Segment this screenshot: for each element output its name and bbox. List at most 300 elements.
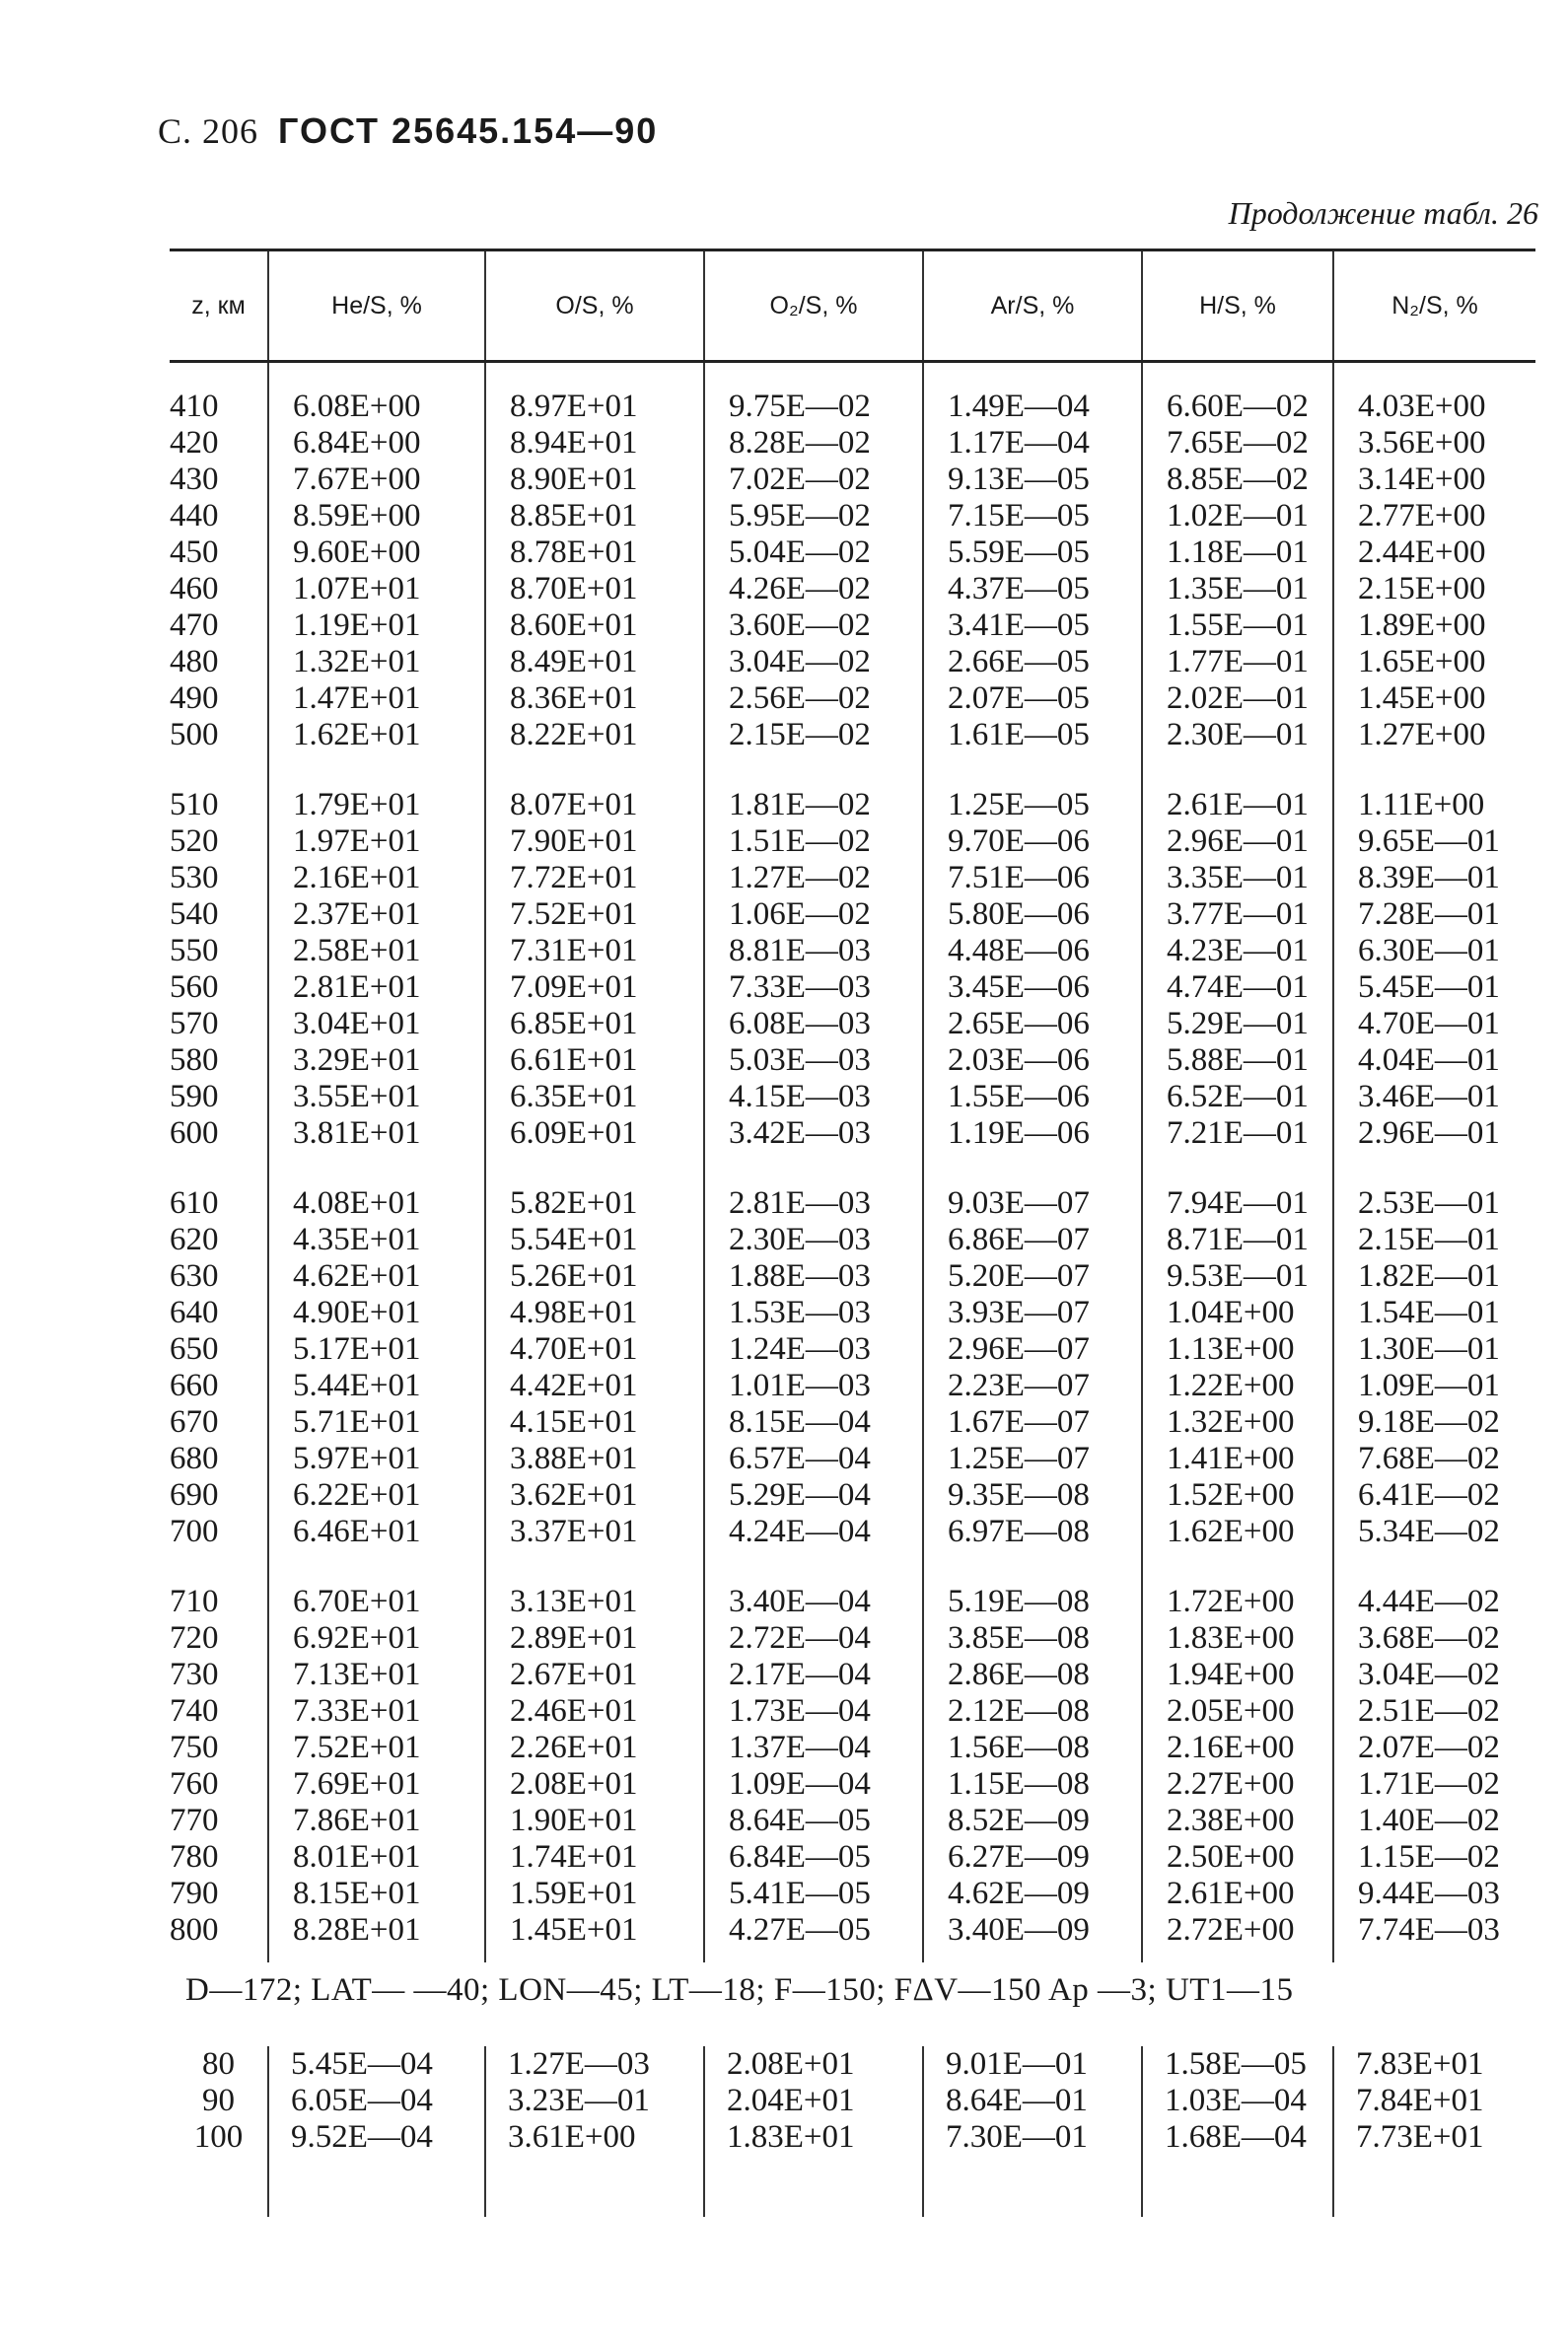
altitude-cell: 730 bbox=[170, 1657, 219, 1692]
value-cell: 7.86E+01 bbox=[268, 1803, 485, 1839]
continued-data-table bbox=[170, 2046, 1535, 2217]
value-cell: 2.72E—04 bbox=[704, 1620, 923, 1657]
table-row bbox=[170, 462, 1535, 498]
value-cell: 4.48E—06 bbox=[923, 933, 1142, 969]
table-body bbox=[170, 362, 1535, 1963]
page-number: С. 206 bbox=[158, 111, 259, 151]
value-cell: 9.35E—08 bbox=[923, 1477, 1142, 1514]
value-cell: 2.96E—01 bbox=[1333, 1115, 1535, 1152]
value-cell: 7.83E+01 bbox=[1333, 2046, 1535, 2083]
value-cell: 5.04E—02 bbox=[704, 534, 923, 571]
value-cell: 3.60E—02 bbox=[704, 607, 923, 644]
value-cell: 9.65E—01 bbox=[1333, 823, 1535, 860]
spacer-cell bbox=[485, 1550, 704, 1584]
value-cell: 4.24E—04 bbox=[704, 1514, 923, 1550]
altitude-cell: 90 bbox=[202, 2083, 235, 2118]
value-cell: 5.88E—01 bbox=[1142, 1042, 1333, 1079]
value-cell: 8.49E+01 bbox=[485, 644, 704, 680]
value-cell: 6.97E—08 bbox=[923, 1514, 1142, 1550]
value-cell: 5.19E—08 bbox=[923, 1584, 1142, 1620]
value-cell: 1.51E—02 bbox=[704, 823, 923, 860]
value-cell: 6.35E+01 bbox=[485, 1079, 704, 1115]
spacer-cell bbox=[1142, 1550, 1333, 1584]
column-header: N₂/S, % bbox=[1333, 250, 1535, 362]
value-cell: 8.90E+01 bbox=[485, 462, 704, 498]
standard-id: ГОСТ 25645.154—90 bbox=[278, 110, 659, 151]
value-cell: 3.14E+00 bbox=[1333, 462, 1535, 498]
value-cell: 7.02E—02 bbox=[704, 462, 923, 498]
value-cell: 2.77E+00 bbox=[1333, 498, 1535, 534]
altitude-cell: 430 bbox=[170, 462, 219, 497]
value-cell: 6.57E—04 bbox=[704, 1441, 923, 1477]
value-cell: 9.18E—02 bbox=[1333, 1404, 1535, 1441]
value-cell: 5.71E+01 bbox=[268, 1404, 485, 1441]
altitude-cell: 640 bbox=[170, 1295, 219, 1330]
value-cell: 4.26E—02 bbox=[704, 571, 923, 607]
spacer-cell bbox=[170, 1152, 268, 1185]
spacer-cell bbox=[485, 753, 704, 787]
altitude-cell: 690 bbox=[170, 1477, 219, 1513]
table-row bbox=[170, 389, 1535, 425]
value-cell: 3.88E+01 bbox=[485, 1441, 704, 1477]
value-cell: 8.64E—01 bbox=[923, 2083, 1142, 2119]
value-cell: 5.29E—04 bbox=[704, 1477, 923, 1514]
table-row bbox=[170, 1441, 1535, 1477]
table-row bbox=[170, 969, 1535, 1006]
altitude-cell: 660 bbox=[170, 1368, 219, 1403]
spacer-cell bbox=[485, 1949, 704, 1962]
table-row bbox=[170, 1620, 1535, 1657]
value-cell: 1.15E—02 bbox=[1333, 1839, 1535, 1876]
value-cell: 3.68E—02 bbox=[1333, 1620, 1535, 1657]
column-header: O/S, % bbox=[485, 250, 704, 362]
table-row bbox=[170, 1839, 1535, 1876]
value-cell: 4.62E—09 bbox=[923, 1876, 1142, 1912]
altitude-cell: 540 bbox=[170, 896, 219, 932]
value-cell: 6.46E+01 bbox=[268, 1514, 485, 1550]
altitude-cell: 410 bbox=[170, 389, 219, 424]
value-cell: 6.05E—04 bbox=[268, 2083, 485, 2119]
value-cell: 7.09E+01 bbox=[485, 969, 704, 1006]
spacer-cell bbox=[704, 1550, 923, 1584]
altitude-cell: 580 bbox=[170, 1042, 219, 1078]
value-cell: 7.51E—06 bbox=[923, 860, 1142, 896]
spacer-cell bbox=[923, 362, 1142, 390]
table-row bbox=[170, 1876, 1535, 1912]
value-cell: 1.97E+01 bbox=[268, 823, 485, 860]
table-row bbox=[170, 717, 1535, 753]
value-cell: 2.04E+01 bbox=[704, 2083, 923, 2119]
value-cell: 9.53E—01 bbox=[1142, 1258, 1333, 1295]
value-cell: 1.59E+01 bbox=[485, 1876, 704, 1912]
spacer-cell bbox=[923, 753, 1142, 787]
table-row bbox=[170, 1693, 1535, 1730]
value-cell: 3.85E—08 bbox=[923, 1620, 1142, 1657]
value-cell: 9.44E—03 bbox=[1333, 1876, 1535, 1912]
value-cell: 1.32E+00 bbox=[1142, 1404, 1333, 1441]
page-header bbox=[158, 110, 658, 152]
value-cell: 2.17E—04 bbox=[704, 1657, 923, 1693]
value-cell: 4.15E—03 bbox=[704, 1079, 923, 1115]
value-cell: 2.16E+00 bbox=[1142, 1730, 1333, 1766]
value-cell: 8.52E—09 bbox=[923, 1803, 1142, 1839]
altitude-cell: 590 bbox=[170, 1079, 219, 1114]
table-row bbox=[170, 1477, 1535, 1514]
value-cell: 5.29E—01 bbox=[1142, 1006, 1333, 1042]
column-header: Ar/S, % bbox=[923, 250, 1142, 362]
value-cell: 2.50E+00 bbox=[1142, 1839, 1333, 1876]
value-cell: 1.72E+00 bbox=[1142, 1584, 1333, 1620]
value-cell: 7.72E+01 bbox=[485, 860, 704, 896]
value-cell: 5.26E+01 bbox=[485, 1258, 704, 1295]
value-cell: 2.23E—07 bbox=[923, 1368, 1142, 1404]
spacer-cell bbox=[1333, 2156, 1535, 2217]
value-cell: 6.30E—01 bbox=[1333, 933, 1535, 969]
value-cell: 7.28E—01 bbox=[1333, 896, 1535, 933]
altitude-cell: 670 bbox=[170, 1404, 219, 1440]
value-cell: 1.73E—04 bbox=[704, 1693, 923, 1730]
value-cell: 4.27E—05 bbox=[704, 1912, 923, 1949]
value-cell: 8.85E+01 bbox=[485, 498, 704, 534]
spacer-cell bbox=[1142, 362, 1333, 390]
value-cell: 1.52E+00 bbox=[1142, 1477, 1333, 1514]
value-cell: 1.68E—04 bbox=[1142, 2119, 1333, 2156]
spacer-cell bbox=[704, 1152, 923, 1185]
value-cell: 5.82E+01 bbox=[485, 1185, 704, 1222]
value-cell: 2.81E+01 bbox=[268, 969, 485, 1006]
value-cell: 9.52E—04 bbox=[268, 2119, 485, 2156]
spacer-cell bbox=[268, 1550, 485, 1584]
altitude-cell: 770 bbox=[170, 1803, 219, 1838]
spacer-cell bbox=[1333, 1152, 1535, 1185]
value-cell: 3.37E+01 bbox=[485, 1514, 704, 1550]
value-cell: 3.61E+00 bbox=[485, 2119, 704, 2156]
value-cell: 8.36E+01 bbox=[485, 680, 704, 717]
table-row bbox=[170, 1295, 1535, 1331]
value-cell: 1.71E—02 bbox=[1333, 1766, 1535, 1803]
value-cell: 5.44E+01 bbox=[268, 1368, 485, 1404]
table-row bbox=[170, 1258, 1535, 1295]
value-cell: 1.47E+01 bbox=[268, 680, 485, 717]
value-cell: 1.54E—01 bbox=[1333, 1295, 1535, 1331]
value-cell: 4.70E+01 bbox=[485, 1331, 704, 1368]
table-row bbox=[170, 860, 1535, 896]
altitude-cell: 480 bbox=[170, 644, 219, 679]
value-cell: 2.61E—01 bbox=[1142, 787, 1333, 823]
table-row bbox=[170, 644, 1535, 680]
spacer-cell bbox=[704, 362, 923, 390]
value-cell: 7.33E—03 bbox=[704, 969, 923, 1006]
table-row bbox=[170, 1185, 1535, 1222]
value-cell: 2.05E+00 bbox=[1142, 1693, 1333, 1730]
value-cell: 1.19E—06 bbox=[923, 1115, 1142, 1152]
value-cell: 1.13E+00 bbox=[1142, 1331, 1333, 1368]
value-cell: 1.27E—03 bbox=[485, 2046, 704, 2083]
value-cell: 8.07E+01 bbox=[485, 787, 704, 823]
conditions-line: D—172; LAT— —40; LON—45; LT—18; F—150; FΔV—150 Ap —3; UT1—15 bbox=[185, 1972, 1294, 2008]
value-cell: 4.03E+00 bbox=[1333, 389, 1535, 425]
value-cell: 1.06E—02 bbox=[704, 896, 923, 933]
value-cell: 2.81E—03 bbox=[704, 1185, 923, 1222]
table-row bbox=[170, 571, 1535, 607]
value-cell: 1.02E—01 bbox=[1142, 498, 1333, 534]
value-cell: 3.29E+01 bbox=[268, 1042, 485, 1079]
spacer-cell bbox=[170, 753, 268, 787]
value-cell: 4.74E—01 bbox=[1142, 969, 1333, 1006]
value-cell: 3.46E—01 bbox=[1333, 1079, 1535, 1115]
spacer-cell bbox=[1333, 753, 1535, 787]
table-row bbox=[170, 1115, 1535, 1152]
value-cell: 7.33E+01 bbox=[268, 1693, 485, 1730]
spacer-cell bbox=[268, 362, 485, 390]
table-row bbox=[170, 1584, 1535, 1620]
spacer-cell bbox=[1333, 1949, 1535, 1962]
value-cell: 1.56E—08 bbox=[923, 1730, 1142, 1766]
value-cell: 5.17E+01 bbox=[268, 1331, 485, 1368]
altitude-cell: 460 bbox=[170, 571, 219, 606]
spacer-row bbox=[170, 2156, 1535, 2217]
value-cell: 1.88E—03 bbox=[704, 1258, 923, 1295]
altitude-cell: 630 bbox=[170, 1258, 219, 1294]
value-cell: 9.75E—02 bbox=[704, 389, 923, 425]
value-cell: 1.77E—01 bbox=[1142, 644, 1333, 680]
altitude-cell: 470 bbox=[170, 607, 219, 643]
spacer-cell bbox=[923, 1152, 1142, 1185]
value-cell: 7.69E+01 bbox=[268, 1766, 485, 1803]
value-cell: 1.04E+00 bbox=[1142, 1295, 1333, 1331]
value-cell: 2.37E+01 bbox=[268, 896, 485, 933]
value-cell: 6.41E—02 bbox=[1333, 1477, 1535, 1514]
value-cell: 2.44E+00 bbox=[1333, 534, 1535, 571]
value-cell: 4.23E—01 bbox=[1142, 933, 1333, 969]
value-cell: 7.15E—05 bbox=[923, 498, 1142, 534]
value-cell: 6.22E+01 bbox=[268, 1477, 485, 1514]
table-header-row bbox=[170, 250, 1535, 362]
value-cell: 8.60E+01 bbox=[485, 607, 704, 644]
value-cell: 2.27E+00 bbox=[1142, 1766, 1333, 1803]
value-cell: 3.23E—01 bbox=[485, 2083, 704, 2119]
value-cell: 7.94E—01 bbox=[1142, 1185, 1333, 1222]
value-cell: 2.38E+00 bbox=[1142, 1803, 1333, 1839]
value-cell: 2.53E—01 bbox=[1333, 1185, 1535, 1222]
value-cell: 2.51E—02 bbox=[1333, 1693, 1535, 1730]
value-cell: 8.39E—01 bbox=[1333, 860, 1535, 896]
value-cell: 3.42E—03 bbox=[704, 1115, 923, 1152]
value-cell: 4.04E—01 bbox=[1333, 1042, 1535, 1079]
spacer-cell bbox=[1333, 362, 1535, 390]
value-cell: 8.01E+01 bbox=[268, 1839, 485, 1876]
spacer-cell bbox=[1142, 1152, 1333, 1185]
value-cell: 7.52E+01 bbox=[268, 1730, 485, 1766]
value-cell: 1.15E—08 bbox=[923, 1766, 1142, 1803]
value-cell: 3.55E+01 bbox=[268, 1079, 485, 1115]
spacer-cell bbox=[170, 1949, 268, 1962]
value-cell: 2.30E—03 bbox=[704, 1222, 923, 1258]
value-cell: 8.81E—03 bbox=[704, 933, 923, 969]
table-row bbox=[170, 1803, 1535, 1839]
value-cell: 1.53E—03 bbox=[704, 1295, 923, 1331]
altitude-cell: 600 bbox=[170, 1115, 219, 1151]
value-cell: 3.77E—01 bbox=[1142, 896, 1333, 933]
value-cell: 9.03E—07 bbox=[923, 1185, 1142, 1222]
value-cell: 6.09E+01 bbox=[485, 1115, 704, 1152]
value-cell: 7.52E+01 bbox=[485, 896, 704, 933]
altitude-cell: 490 bbox=[170, 680, 219, 716]
value-cell: 2.02E—01 bbox=[1142, 680, 1333, 717]
value-cell: 2.46E+01 bbox=[485, 1693, 704, 1730]
value-cell: 1.32E+01 bbox=[268, 644, 485, 680]
value-cell: 1.25E—05 bbox=[923, 787, 1142, 823]
value-cell: 1.94E+00 bbox=[1142, 1657, 1333, 1693]
spacer-row bbox=[170, 1550, 1535, 1584]
continued-table-body bbox=[170, 2046, 1535, 2217]
altitude-cell: 680 bbox=[170, 1441, 219, 1476]
value-cell: 4.42E+01 bbox=[485, 1368, 704, 1404]
value-cell: 3.81E+01 bbox=[268, 1115, 485, 1152]
value-cell: 2.58E+01 bbox=[268, 933, 485, 969]
spacer-cell bbox=[1333, 1550, 1535, 1584]
value-cell: 1.24E—03 bbox=[704, 1331, 923, 1368]
altitude-cell: 100 bbox=[193, 2119, 244, 2155]
value-cell: 8.94E+01 bbox=[485, 425, 704, 462]
column-header: O₂/S, % bbox=[704, 250, 923, 362]
value-cell: 1.25E—07 bbox=[923, 1441, 1142, 1477]
value-cell: 3.40E—04 bbox=[704, 1584, 923, 1620]
value-cell: 2.96E—01 bbox=[1142, 823, 1333, 860]
value-cell: 2.07E—02 bbox=[1333, 1730, 1535, 1766]
altitude-cell: 750 bbox=[170, 1730, 219, 1765]
value-cell: 8.97E+01 bbox=[485, 389, 704, 425]
value-cell: 1.18E—01 bbox=[1142, 534, 1333, 571]
table-row bbox=[170, 896, 1535, 933]
value-cell: 5.59E—05 bbox=[923, 534, 1142, 571]
value-cell: 4.15E+01 bbox=[485, 1404, 704, 1441]
value-cell: 8.15E+01 bbox=[268, 1876, 485, 1912]
table-row bbox=[170, 1514, 1535, 1550]
table-continuation-label: Продолжение табл. 26 bbox=[1228, 195, 1538, 231]
value-cell: 5.95E—02 bbox=[704, 498, 923, 534]
value-cell: 6.08E+00 bbox=[268, 389, 485, 425]
altitude-cell: 420 bbox=[170, 425, 219, 461]
value-cell: 1.22E+00 bbox=[1142, 1368, 1333, 1404]
altitude-cell: 570 bbox=[170, 1006, 219, 1041]
altitude-cell: 760 bbox=[170, 1766, 219, 1802]
altitude-cell: 500 bbox=[170, 717, 219, 752]
value-cell: 2.03E—06 bbox=[923, 1042, 1142, 1079]
data-table bbox=[170, 249, 1535, 1962]
value-cell: 1.74E+01 bbox=[485, 1839, 704, 1876]
value-cell: 3.56E+00 bbox=[1333, 425, 1535, 462]
value-cell: 2.61E+00 bbox=[1142, 1876, 1333, 1912]
value-cell: 2.15E—01 bbox=[1333, 1222, 1535, 1258]
value-cell: 4.35E+01 bbox=[268, 1222, 485, 1258]
spacer-cell bbox=[923, 1550, 1142, 1584]
spacer-cell bbox=[1142, 2156, 1333, 2217]
value-cell: 1.82E—01 bbox=[1333, 1258, 1535, 1295]
value-cell: 1.09E—01 bbox=[1333, 1368, 1535, 1404]
value-cell: 2.26E+01 bbox=[485, 1730, 704, 1766]
value-cell: 1.03E—04 bbox=[1142, 2083, 1333, 2119]
value-cell: 8.15E—04 bbox=[704, 1404, 923, 1441]
value-cell: 8.22E+01 bbox=[485, 717, 704, 753]
spacer-cell bbox=[268, 2156, 485, 2217]
value-cell: 1.58E—05 bbox=[1142, 2046, 1333, 2083]
value-cell: 6.86E—07 bbox=[923, 1222, 1142, 1258]
value-cell: 9.13E—05 bbox=[923, 462, 1142, 498]
value-cell: 4.98E+01 bbox=[485, 1295, 704, 1331]
value-cell: 6.27E—09 bbox=[923, 1839, 1142, 1876]
value-cell: 8.70E+01 bbox=[485, 571, 704, 607]
value-cell: 2.15E+00 bbox=[1333, 571, 1535, 607]
value-cell: 6.08E—03 bbox=[704, 1006, 923, 1042]
table-row bbox=[170, 1404, 1535, 1441]
value-cell: 9.60E+00 bbox=[268, 534, 485, 571]
value-cell: 8.28E—02 bbox=[704, 425, 923, 462]
value-cell: 2.56E—02 bbox=[704, 680, 923, 717]
table-row bbox=[170, 1368, 1535, 1404]
table-row bbox=[170, 1006, 1535, 1042]
value-cell: 1.79E+01 bbox=[268, 787, 485, 823]
table-row bbox=[170, 1766, 1535, 1803]
value-cell: 1.61E—05 bbox=[923, 717, 1142, 753]
value-cell: 7.30E—01 bbox=[923, 2119, 1142, 2156]
value-cell: 3.62E+01 bbox=[485, 1477, 704, 1514]
value-cell: 4.90E+01 bbox=[268, 1295, 485, 1331]
table-row bbox=[170, 2046, 1535, 2083]
value-cell: 6.92E+01 bbox=[268, 1620, 485, 1657]
spacer-row bbox=[170, 753, 1535, 787]
spacer-cell bbox=[170, 1550, 268, 1584]
value-cell: 8.64E—05 bbox=[704, 1803, 923, 1839]
value-cell: 2.08E+01 bbox=[485, 1766, 704, 1803]
altitude-cell: 450 bbox=[170, 534, 219, 570]
spacer-cell bbox=[923, 1949, 1142, 1962]
table-row bbox=[170, 2083, 1535, 2119]
value-cell: 7.67E+00 bbox=[268, 462, 485, 498]
altitude-cell: 720 bbox=[170, 1620, 219, 1656]
spacer-cell bbox=[704, 753, 923, 787]
value-cell: 3.45E—06 bbox=[923, 969, 1142, 1006]
altitude-cell: 650 bbox=[170, 1331, 219, 1367]
value-cell: 2.96E—07 bbox=[923, 1331, 1142, 1368]
table-row bbox=[170, 1657, 1535, 1693]
value-cell: 7.68E—02 bbox=[1333, 1441, 1535, 1477]
value-cell: 3.13E+01 bbox=[485, 1584, 704, 1620]
table-row bbox=[170, 787, 1535, 823]
value-cell: 1.90E+01 bbox=[485, 1803, 704, 1839]
value-cell: 1.62E+01 bbox=[268, 717, 485, 753]
value-cell: 3.04E—02 bbox=[1333, 1657, 1535, 1693]
spacer-cell bbox=[268, 753, 485, 787]
spacer-row bbox=[170, 1152, 1535, 1185]
value-cell: 2.65E—06 bbox=[923, 1006, 1142, 1042]
value-cell: 1.49E—04 bbox=[923, 389, 1142, 425]
value-cell: 1.09E—04 bbox=[704, 1766, 923, 1803]
spacer-cell bbox=[485, 362, 704, 390]
value-cell: 4.08E+01 bbox=[268, 1185, 485, 1222]
spacer-cell bbox=[170, 362, 268, 390]
altitude-cell: 620 bbox=[170, 1222, 219, 1257]
value-cell: 1.27E—02 bbox=[704, 860, 923, 896]
value-cell: 6.61E+01 bbox=[485, 1042, 704, 1079]
value-cell: 8.28E+01 bbox=[268, 1912, 485, 1949]
value-cell: 1.30E—01 bbox=[1333, 1331, 1535, 1368]
altitude-cell: 610 bbox=[170, 1185, 219, 1221]
table-row bbox=[170, 607, 1535, 644]
value-cell: 2.66E—05 bbox=[923, 644, 1142, 680]
altitude-cell: 560 bbox=[170, 969, 219, 1005]
value-cell: 7.73E+01 bbox=[1333, 2119, 1535, 2156]
